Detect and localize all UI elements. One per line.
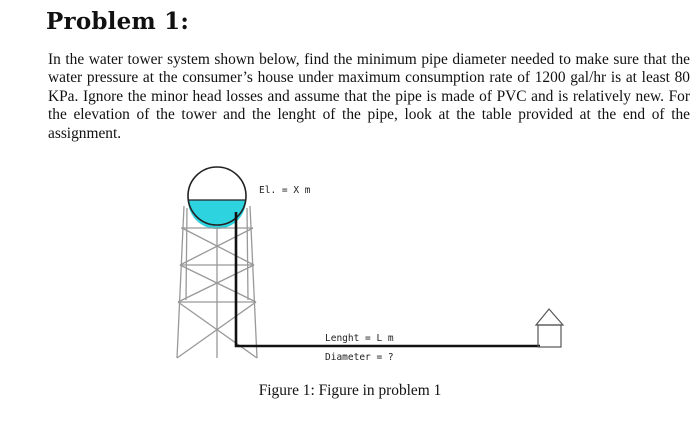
caption-prefix: Figure 1: [258, 382, 315, 399]
diameter-label: Diameter = ? [325, 352, 394, 363]
length-label: Lenght = L m [325, 333, 394, 344]
tower-frame [177, 206, 257, 358]
problem-statement: In the water tower system shown below, find the minimum pipe diameter needed to make sure that the water pressure at the consumer’s house under maximum consumption rate of 1200 gal/hr is at least 80 KPa. Ignore the minor head losses and assume that the pipe is made of PVC and is relatively new. For the elevation of the tower and the lenght of the pipe, look at the table provided at the end of the assignment. [48, 51, 690, 142]
consumer-house [536, 309, 563, 347]
caption-text: Figure in problem 1 [318, 382, 442, 399]
elevation-label: El. = X m [259, 185, 311, 196]
figure-caption [0, 382, 700, 400]
problem-heading: Problem 1: [46, 8, 190, 35]
supply-pipe [236, 212, 540, 346]
